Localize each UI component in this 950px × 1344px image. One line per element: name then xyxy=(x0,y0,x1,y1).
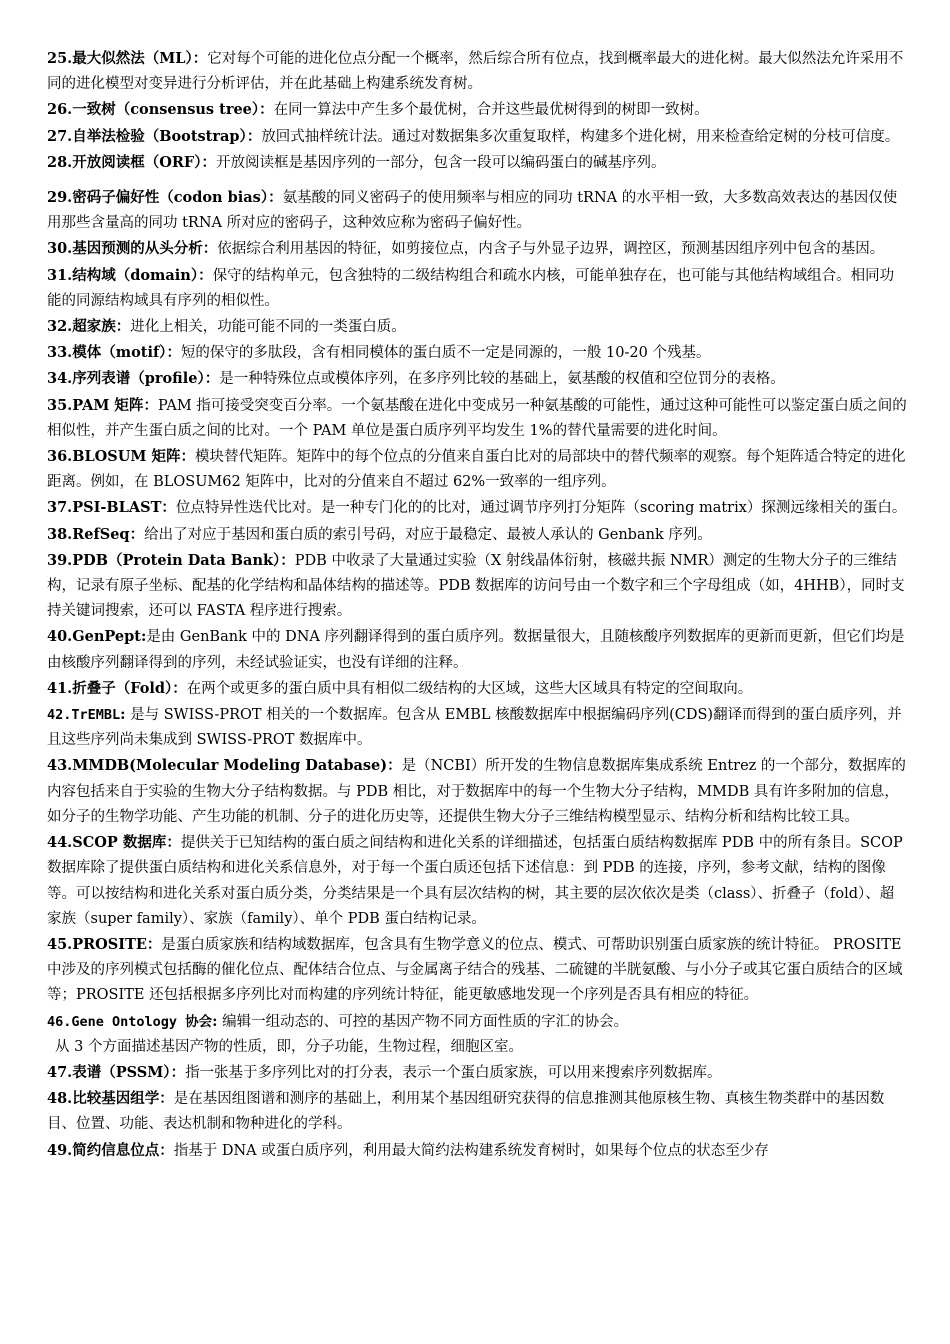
entry-26 xyxy=(47,97,908,123)
entry-45 xyxy=(47,932,908,1009)
entry-46 xyxy=(47,1009,908,1035)
entry-46-continuation xyxy=(47,1035,908,1060)
entry-42 xyxy=(47,702,908,753)
entry-definition: 短的保守的多肽段，含有相同模体的蛋白质不一定是同源的，一般 10-20 个残基。 xyxy=(180,345,711,362)
entry-36 xyxy=(47,444,908,495)
entry-separator: ： xyxy=(170,1063,186,1081)
entry-definition: 是（NCBI）所开发的生物信息数据库集成系统 Entrez 的一个部分，数据库的内容包括来自于实验的生物大分子结构数据。与 PDB 相比，对于数据库中的每一个生物大分子结构，MMDB 具有许多附加的信息，如分子的生物学功能、产生功能的机制、分子的进化历史等，还提供生物大分子三维结构模型显示、结构分析和结构比较工具。 xyxy=(47,758,906,825)
entry-term: 48.比较基因组学 xyxy=(47,1090,160,1108)
entry-separator: ： xyxy=(143,396,158,414)
entry-term: 49.简约信息位点 xyxy=(47,1141,160,1159)
entry-separator: ： xyxy=(204,370,220,388)
entry-definition: 提供关于已知结构的蛋白质之间结构和进化关系的详细描述，包括蛋白质结构数据库 PDB 中的所有条目。SCOP 数据库除了提供蛋白质结构和进化关系信息外，对于每一个蛋白质还包括下述信息：到 PDB 的连接，序列，参考文献，结构的图像等。可以按结构和进化关系对蛋白质分类，分类结果是一个具有层次结构的树，其主要的层次依次是类（class）、折叠子（fold）、超家族（super family）、家族（family）、单个 PDB 蛋白结构记录。 xyxy=(47,835,903,927)
entry-separator: ： xyxy=(166,834,181,852)
entry-definition: 放回式抽样统计法。通过对数据集多次重复取样，构建多个进化树，用来检查给定树的分枝可信度。 xyxy=(261,128,900,145)
entry-definition: PAM 指可接受突变百分率。一个氨基酸在进化中变成另一种氨基酸的可能性，通过这种可能性可以鉴定蛋白质之间的相似性，并产生蛋白质之间的比对。一个 PAM 单位是蛋白质序列平均发生 1%的替代量需要的进化时间。 xyxy=(47,397,907,439)
entry-separator: ： xyxy=(268,189,283,207)
entry-term: 46.Gene Ontology 协会 xyxy=(47,1013,213,1030)
entry-definition: 位点特异性迭代比对。是一种专门化的的比对，通过调节序列打分矩阵（scoring matrix）探测远缘相关的蛋白。 xyxy=(175,500,907,517)
entry-separator: ： xyxy=(202,240,218,258)
entry-definition: 进化上相关，功能可能不同的一类蛋白质。 xyxy=(130,319,406,336)
entry-definition: 指一张基于多序列比对的打分表，表示一个蛋白质家族，可以用来搜索序列数据库。 xyxy=(185,1064,722,1081)
entry-39 xyxy=(47,548,908,625)
entry-definition: 指基于 DNA 或蛋白质序列，利用最大简约法构建系统发育树时，如果每个位点的状态至少存 xyxy=(173,1142,769,1159)
entry-48 xyxy=(47,1086,908,1137)
entry-definition: 在同一算法中产生多个最优树，合并这些最优树得到的树即一致树。 xyxy=(273,102,709,119)
entry-28 xyxy=(47,150,908,176)
entry-term: 47.表谱（PSSM） xyxy=(47,1063,171,1081)
entry-term: 33.模体（motif） xyxy=(47,344,167,362)
entry-separator: ： xyxy=(280,551,295,569)
entry-definition: PDB 中收录了大量通过实验（X 射线晶体衍射，核磁共振 NMR）测定的生物大分子的三维结构，记录有原子坐标、配基的化学结构和晶体结构的描述等。PDB 数据库的访问号由一个数字和三个字母组成（如，4HHB），同时支持关键词搜索，还可以 FASTA 程序进行搜索。 xyxy=(47,552,905,620)
entry-term: 30.基因预测的从头分析 xyxy=(47,240,203,258)
entry-definition: 从 3 个方面描述基因产物的性质，即，分子功能，生物过程，细胞区室。 xyxy=(55,1038,523,1055)
entry-separator: ： xyxy=(129,525,145,543)
entry-term: 45.PROSITE xyxy=(47,935,147,953)
entry-term: 37.PSI-BLAST xyxy=(47,499,162,517)
entry-49 xyxy=(47,1138,908,1164)
entry-29 xyxy=(47,185,908,236)
entry-34 xyxy=(47,366,908,392)
entry-separator: ： xyxy=(161,499,176,517)
entry-term: 35.PAM 矩阵 xyxy=(47,396,144,414)
entry-27 xyxy=(47,124,908,150)
entry-separator: ： xyxy=(115,318,131,336)
entry-40 xyxy=(47,624,908,675)
entry-term: 34.序列表谱（profile） xyxy=(47,370,205,388)
entry-separator: ： xyxy=(246,127,262,145)
entry-definition: 依据综合利用基因的特征，如剪接位点，内含子与外显子边界，调控区，预测基因组序列中包含的基因。 xyxy=(217,241,885,258)
entry-term: 26.一致树（consensus tree） xyxy=(47,101,260,119)
entry-definition: 在两个或更多的蛋白质中具有相似二级结构的大区域，这些大区域具有特定的空间取向。 xyxy=(186,680,753,697)
entry-32 xyxy=(47,314,908,340)
entry-term: 41.折叠子（Fold） xyxy=(47,679,173,697)
entry-definition: 是由 GenBank 中的 DNA 序列翻译得到的蛋白质序列。数据量很大，且随核酸序列数据库的更新而更新，但它们均是由核酸序列翻译得到的序列，未经试验证实，也没有详细的注释。 xyxy=(47,629,905,671)
entry-term: 32.超家族 xyxy=(47,318,116,336)
entry-term: 25.最大似然法（ML） xyxy=(47,50,193,67)
entry-separator: ： xyxy=(172,679,187,697)
entry-30 xyxy=(47,236,908,262)
entry-separator: ： xyxy=(159,1141,174,1159)
entry-separator: ： xyxy=(166,344,181,362)
entry-43 xyxy=(47,753,908,830)
entry-separator: ： xyxy=(192,50,208,67)
entry-47 xyxy=(47,1060,908,1086)
entry-separator: ： xyxy=(146,935,162,953)
entry-term: 27.自举法检验（Bootstrap） xyxy=(47,127,247,145)
entry-separator: : xyxy=(120,706,126,724)
entry-35 xyxy=(47,393,908,444)
entry-term: 43.MMDB(Molecular Modeling Database) xyxy=(47,757,388,775)
entry-definition: 氨基酸的同义密码子的使用频率与相应的同功 tRNA 的水平相一致，大多数高效表达的基因仅使用那些含量高的同功 tRNA 所对应的密码子，这种效应称为密码子偏好性。 xyxy=(47,190,898,232)
entry-separator: ： xyxy=(180,448,196,466)
entry-definition: 开放阅读框是基因序列的一部分，包含一段可以编码蛋白的碱基序列。 xyxy=(215,154,666,171)
entry-definition: 是一种特殊位点或模体序列，在多序列比较的基础上，氨基酸的权值和空位罚分的表格。 xyxy=(219,371,785,388)
entry-definition: 编辑一组动态的、可控的基因产物不同方面性质的字汇的协会。 xyxy=(217,1013,629,1030)
entry-term: 39.PDB（Protein Data Bank） xyxy=(47,551,281,569)
entry-definition: 是与 SWISS-PROT 相关的一个数据库。包含从 EMBL 核酸数据库中根据编码序列(CDS)翻译而得到的蛋白质序列，并且这些序列尚未集成到 SWISS-PROT 数据库中。 xyxy=(47,707,902,749)
entry-definition: 是在基因组图谱和测序的基础上，利用某个基因组研究获得的信息推测其他原核生物、真核生物类群中的基因数目、位置、功能、表达机制和物种进化的学科。 xyxy=(47,1091,885,1133)
entry-44 xyxy=(47,830,908,932)
entry-term: 28.开放阅读框（ORF） xyxy=(47,153,202,171)
entry-separator: ： xyxy=(198,266,213,284)
entry-separator: ： xyxy=(159,1090,174,1108)
entry-definition: 给出了对应于基因和蛋白质的索引号码，对应于最稳定、最被人承认的 Genbank 序列。 xyxy=(144,526,712,543)
entry-separator: : xyxy=(212,1012,218,1030)
entry-definition: 是蛋白质家族和结构域数据库，包含具有生物学意义的位点、模式、可帮助识别蛋白质家族的统计特征。 PROSITE 中涉及的序列模式包括酶的催化位点、配体结合位点、与金属离子结合的残基、二硫键的半胱氨酸、与小分子或其它蛋白质结合的区域等；PROSITE 还包括根据多序列比对而构建的序列统计特征，能更敏感地发现一个序列是否具有相应的特征。 xyxy=(47,936,903,1004)
entry-separator: ： xyxy=(387,757,402,775)
entry-term: 38.RefSeq xyxy=(47,525,130,543)
entry-separator: ： xyxy=(259,101,274,119)
entry-25 xyxy=(47,46,908,97)
entry-term: 44.SCOP 数据库 xyxy=(47,834,167,852)
entry-definition: 它对每个可能的进化位点分配一个概率，然后综合所有位点，找到概率最大的进化树。最大似然法允许采用不同的进化模型对变异进行分析评估，并在此基础上构建系统发育树。 xyxy=(47,51,904,93)
entry-definition: 模块替代矩阵。矩阵中的每个位点的分值来自蛋白比对的局部块中的替代频率的观察。每个矩阵适合特定的进化距离。例如，在 BLOSUM62 矩阵中，比对的分值来自不超过 62%一致率的一组序列。 xyxy=(47,449,906,491)
entry-definition: 保守的结构单元，包含独特的二级结构组合和疏水内核，可能单独存在，也可能与其他结构域组合。相同功能的同源结构域具有序列的相似性。 xyxy=(47,267,895,309)
entry-term: 29.密码子偏好性（codon bias） xyxy=(47,189,269,207)
entry-38 xyxy=(47,522,908,548)
entry-31 xyxy=(47,263,908,314)
entry-term: 40.GenPept xyxy=(47,628,141,646)
entry-term: 36.BLOSUM 矩阵 xyxy=(47,448,181,466)
entry-33 xyxy=(47,340,908,366)
entry-term: 42.TrEMBL xyxy=(47,707,121,724)
entry-41 xyxy=(47,676,908,702)
entry-separator: : xyxy=(140,628,147,646)
entry-separator: ： xyxy=(201,153,216,171)
entry-term: 31.结构域（domain） xyxy=(47,266,199,284)
entry-37 xyxy=(47,495,908,521)
